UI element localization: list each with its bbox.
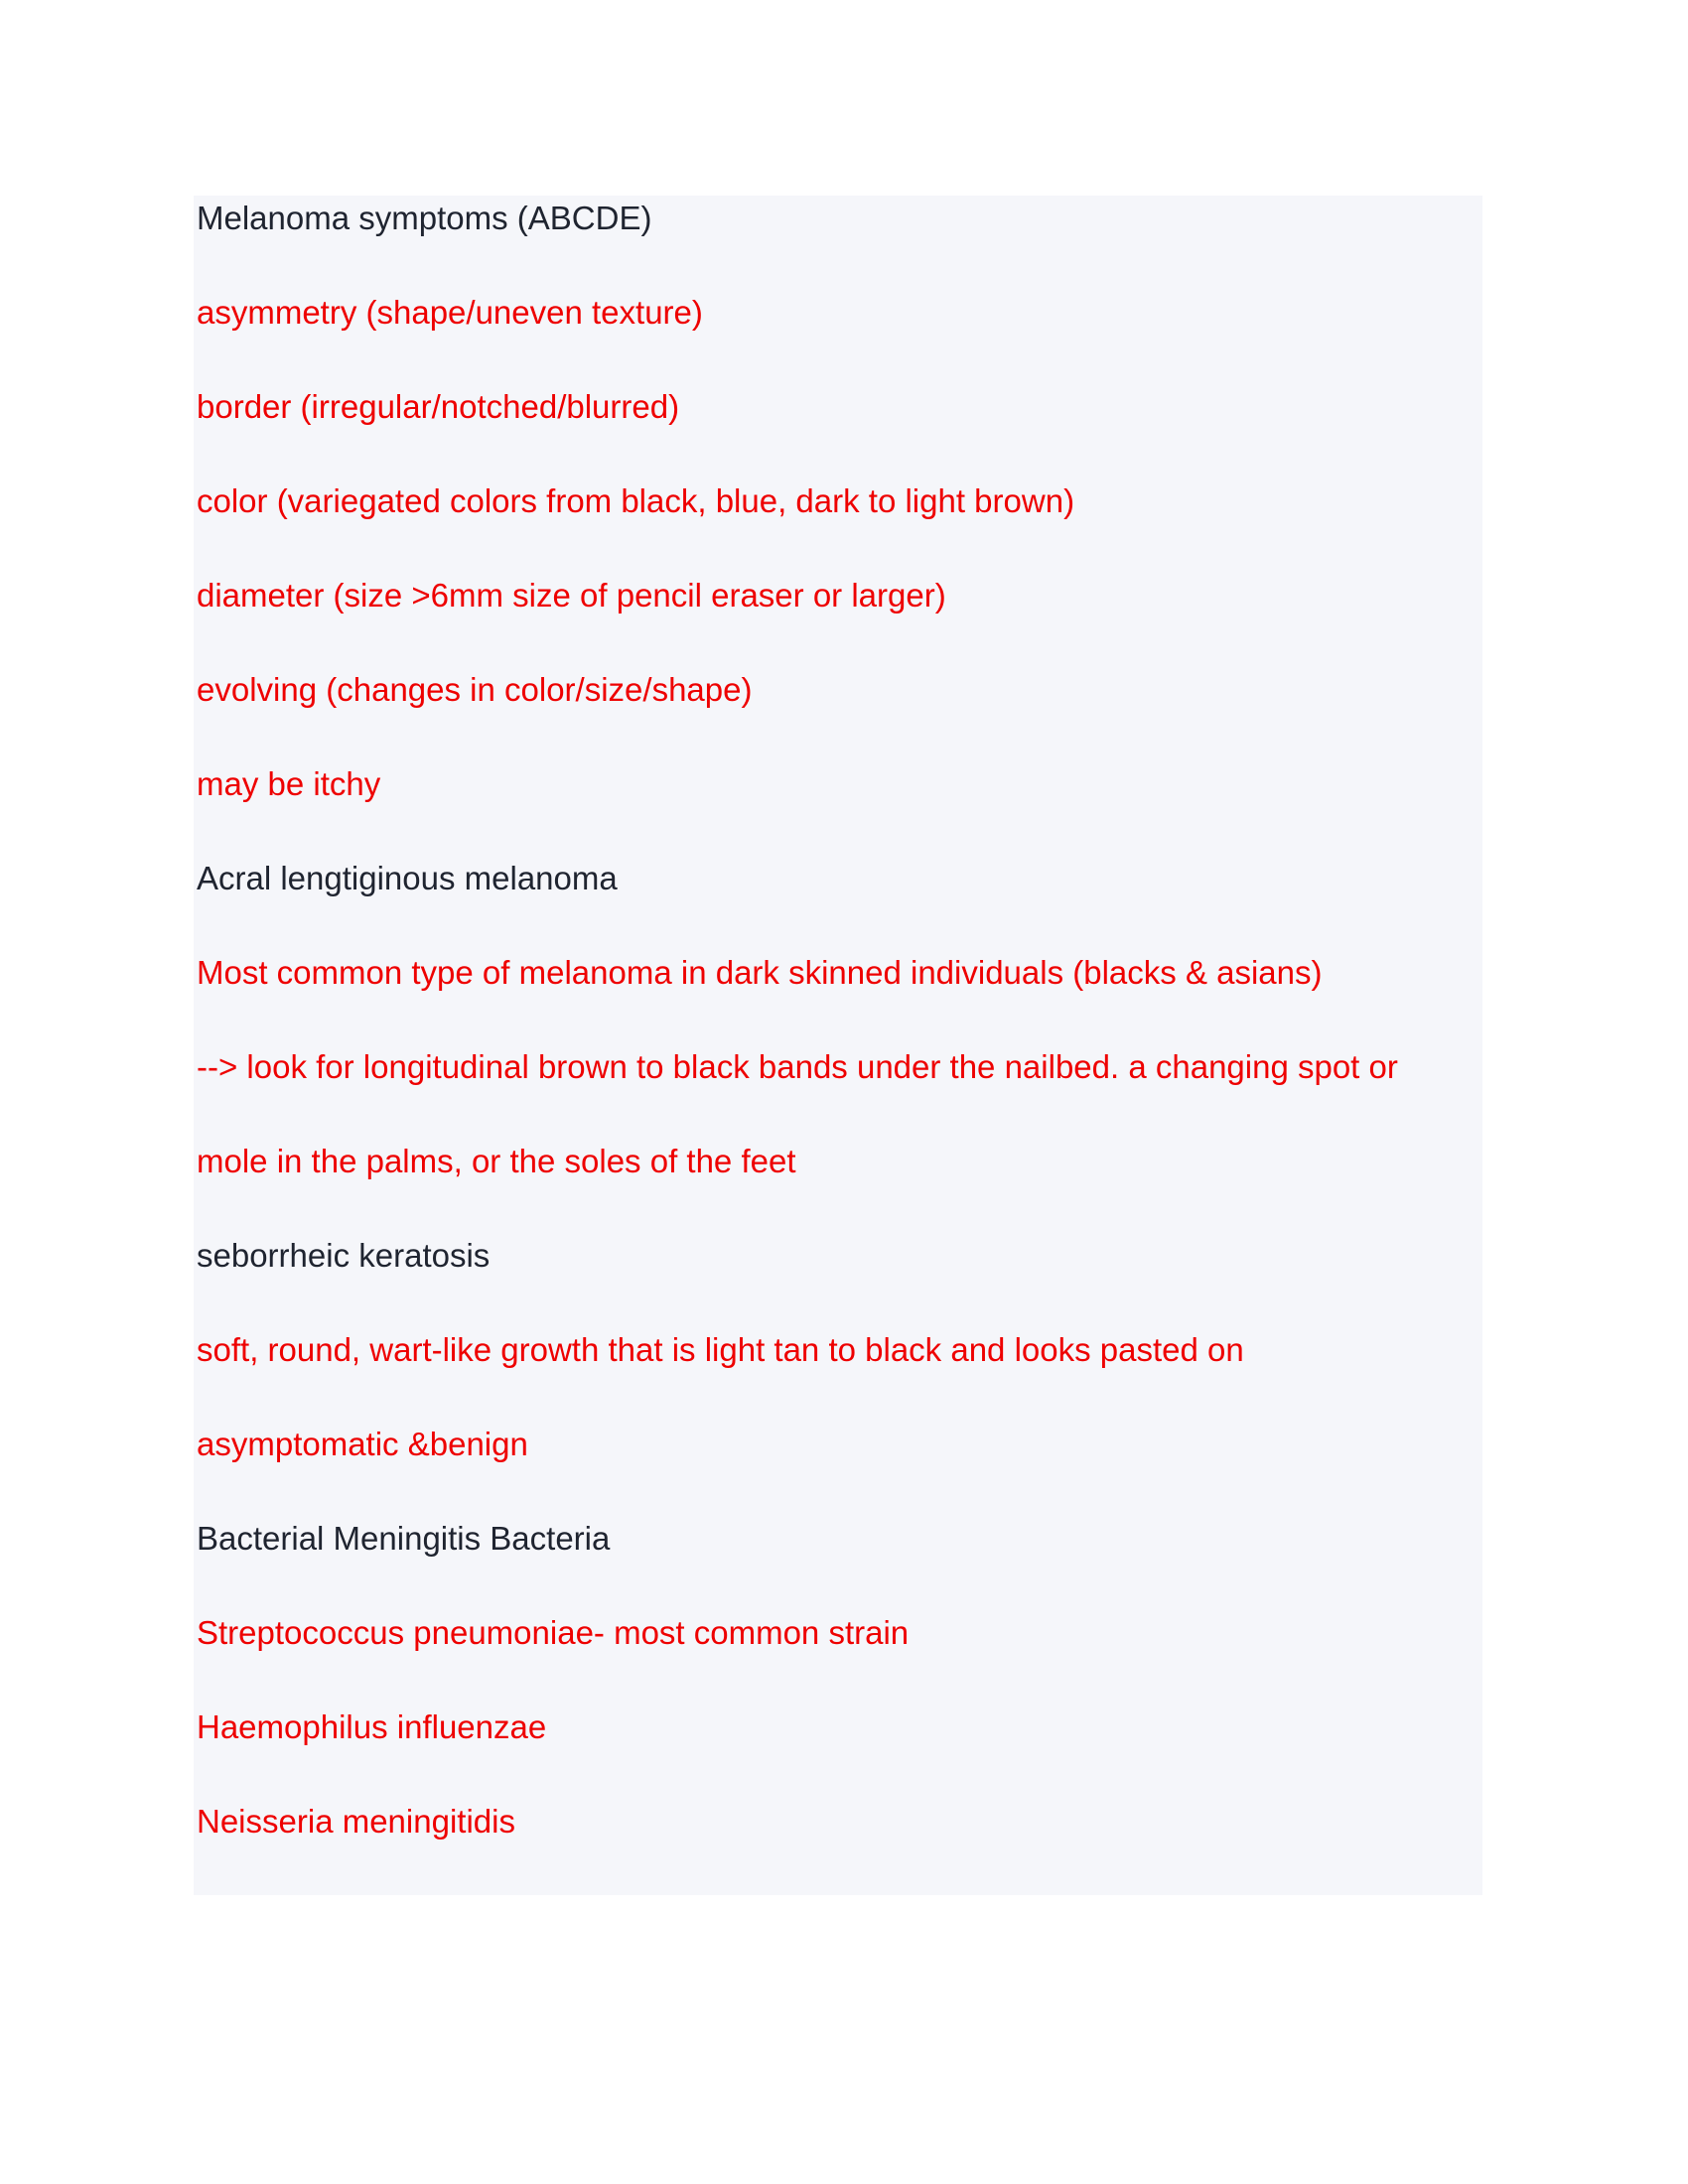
definition-line: asymptomatic &benign [197,1426,528,1462]
definition-line: may be itchy [197,765,381,802]
definition-line: Streptococcus pneumoniae- most common strain [197,1614,910,1651]
flashcard-text-panel [194,196,1482,1895]
definition-line: Haemophilus influenzae [197,1708,547,1745]
text-lines [197,196,1398,1893]
term-seborrheic-keratosis: seborrheic keratosis [197,1237,491,1274]
definition-line: diameter (size >6mm size of pencil eraser or larger) [197,577,946,614]
definition-line: mole in the palms, or the soles of the feet [197,1143,796,1179]
definition-line: soft, round, wart-like growth that is light tan to black and looks pasted on [197,1331,1244,1368]
term-bacterial-meningitis: Bacterial Meningitis Bacteria [197,1520,611,1557]
definition-line: Most common type of melanoma in dark skinned individuals (blacks & asians) [197,954,1323,991]
definition-line: color (variegated colors from black, blue, dark to light brown) [197,482,1075,519]
definition-line: border (irregular/notched/blurred) [197,388,680,425]
term-acral-lentiginous-melanoma: Acral lengtiginous melanoma [197,860,618,896]
definition-line: --> look for longitudinal brown to black bands under the nailbed. a changing spot or [197,1048,1398,1085]
term-melanoma-symptoms: Melanoma symptoms (ABCDE) [197,200,652,236]
definition-line: Neisseria meningitidis [197,1803,515,1840]
definition-line: evolving (changes in color/size/shape) [197,671,753,708]
definition-line: asymmetry (shape/uneven texture) [197,294,703,331]
